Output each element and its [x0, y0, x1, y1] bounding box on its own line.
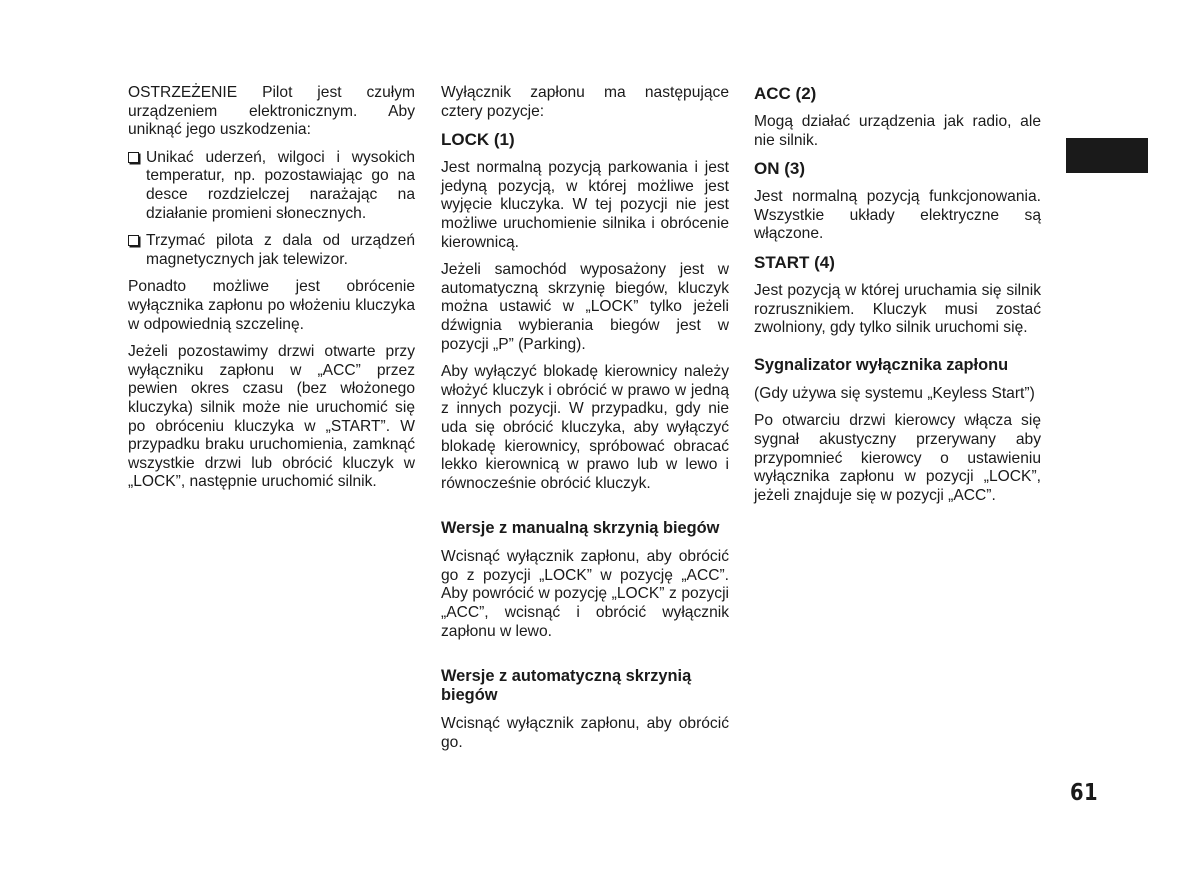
ignition-signal-heading: Sygnalizator wyłącznika zapłonu: [754, 355, 1009, 374]
bullet-text: Trzymać pilota z dala od urządzeń magnetycznych jak telewizor.: [146, 232, 415, 268]
warning-text: OSTRZEŻENIE Pilot jest czułym urządzeniem elektronicznym. Aby uniknąć jego uszkodzenia:: [128, 84, 415, 139]
paragraph: Jeżeli pozostawimy drzwi otwarte przy wyłączniku zapłonu w „ACC” przez pewien okres czasu (bez włożonego kluczyka) silnik może nie uruchomić się po obróceniu kluczyka w „START”. W przypadku braku uruchomienia, zamknąć wszystkie drzwi lub obrócić kluczyk w „LOCK”, następnie uruchomić silnik.: [128, 343, 415, 491]
automatic-gearbox-note: Jeżeli samochód wyposażony jest w automatyczną skrzynię biegów, kluczyk można ustawić w „LOCK” tylko jeżeli dźwignia wybierania biegów jest w pozycji „P” (Parking).: [441, 261, 729, 353]
checkbox-bullet-icon: [128, 235, 139, 246]
intro-text: Wyłącznik zapłonu ma następujące cztery pozycje:: [441, 84, 729, 120]
automatic-version-text: Wcisnąć wyłącznik zapłonu, aby obrócić go.: [441, 715, 729, 751]
on-heading: ON (3): [754, 159, 805, 179]
steering-unlock-text: Aby wyłączyć blokadę kierownicy należy włożyć kluczyk i obrócić w prawo w jedną z innych pozycji. W przypadku, gdy nie uda się obrócić kluczyka, aby wyłączyć blokadę kierownicy, spróbować obracać lekko kierownicą w prawo lub w lewo i równocześnie obrócić kluczyk.: [441, 363, 729, 492]
acc-text: Mogą działać urządzenia jak radio, ale nie silnik.: [754, 113, 1041, 149]
keyless-note: (Gdy używa się systemu „Keyless Start”): [754, 384, 1035, 402]
column-left: [128, 84, 415, 501]
paragraph: Ponadto możliwe jest obrócenie wyłącznika zapłonu po włożeniu kluczyka w odpowiednią szczelinę.: [128, 278, 415, 333]
lock-text: Jest normalną pozycją parkowania i jest jedyną pozycją, w której możliwe jest wyjęcie kluczyka. W tej pozycji nie jest możliwe uruchomienie silnika i obrócenie kierownicą.: [441, 159, 729, 251]
bullet-item: [128, 232, 415, 269]
page-number: 61: [1070, 780, 1099, 806]
section-tab-marker: [1066, 138, 1148, 173]
on-text: Jest normalną pozycją funkcjonowania. Wszystkie układy elektryczne są włączone.: [754, 188, 1041, 243]
checkbox-bullet-icon: [128, 152, 139, 163]
automatic-version-heading: Wersje z automatyczną skrzynią biegów: [441, 667, 692, 705]
acc-heading: ACC (2): [754, 84, 817, 103]
column-middle: [441, 84, 729, 761]
bullet-item: [128, 149, 415, 223]
lock-heading: LOCK (1): [441, 130, 515, 150]
ignition-signal-text: Po otwarciu drzwi kierowcy włącza się sygnał akustyczny przerywany aby przypomnieć kierowcy o ustawieniu wyłącznika zapłonu w pozycji „LOCK”, jeżeli znajduje się w pozycji „ACC”.: [754, 412, 1041, 504]
manual-version-heading: Wersje z manualną skrzynią biegów: [441, 519, 720, 538]
start-heading: START (4): [754, 252, 835, 272]
manual-version-text: Wcisnąć wyłącznik zapłonu, aby obrócić go z pozycji „LOCK” w pozycję „ACC”. Aby powrócić w pozycję „LOCK” z pozycji „ACC”, wcisnąć i obrócić wyłącznik zapłonu w lewo.: [441, 548, 729, 640]
start-text: Jest pozycją w której uruchamia się silnik rozrusznikiem. Kluczyk musi zostać zwolniony, gdy tylko silnik uruchomi się.: [754, 281, 1041, 337]
bullet-text: Unikać uderzeń, wilgoci i wysokich temperatur, np. pozostawiając go na desce rozdzielczej narażając na działanie promieni słonecznych.: [146, 148, 415, 222]
column-right: [754, 84, 1041, 514]
